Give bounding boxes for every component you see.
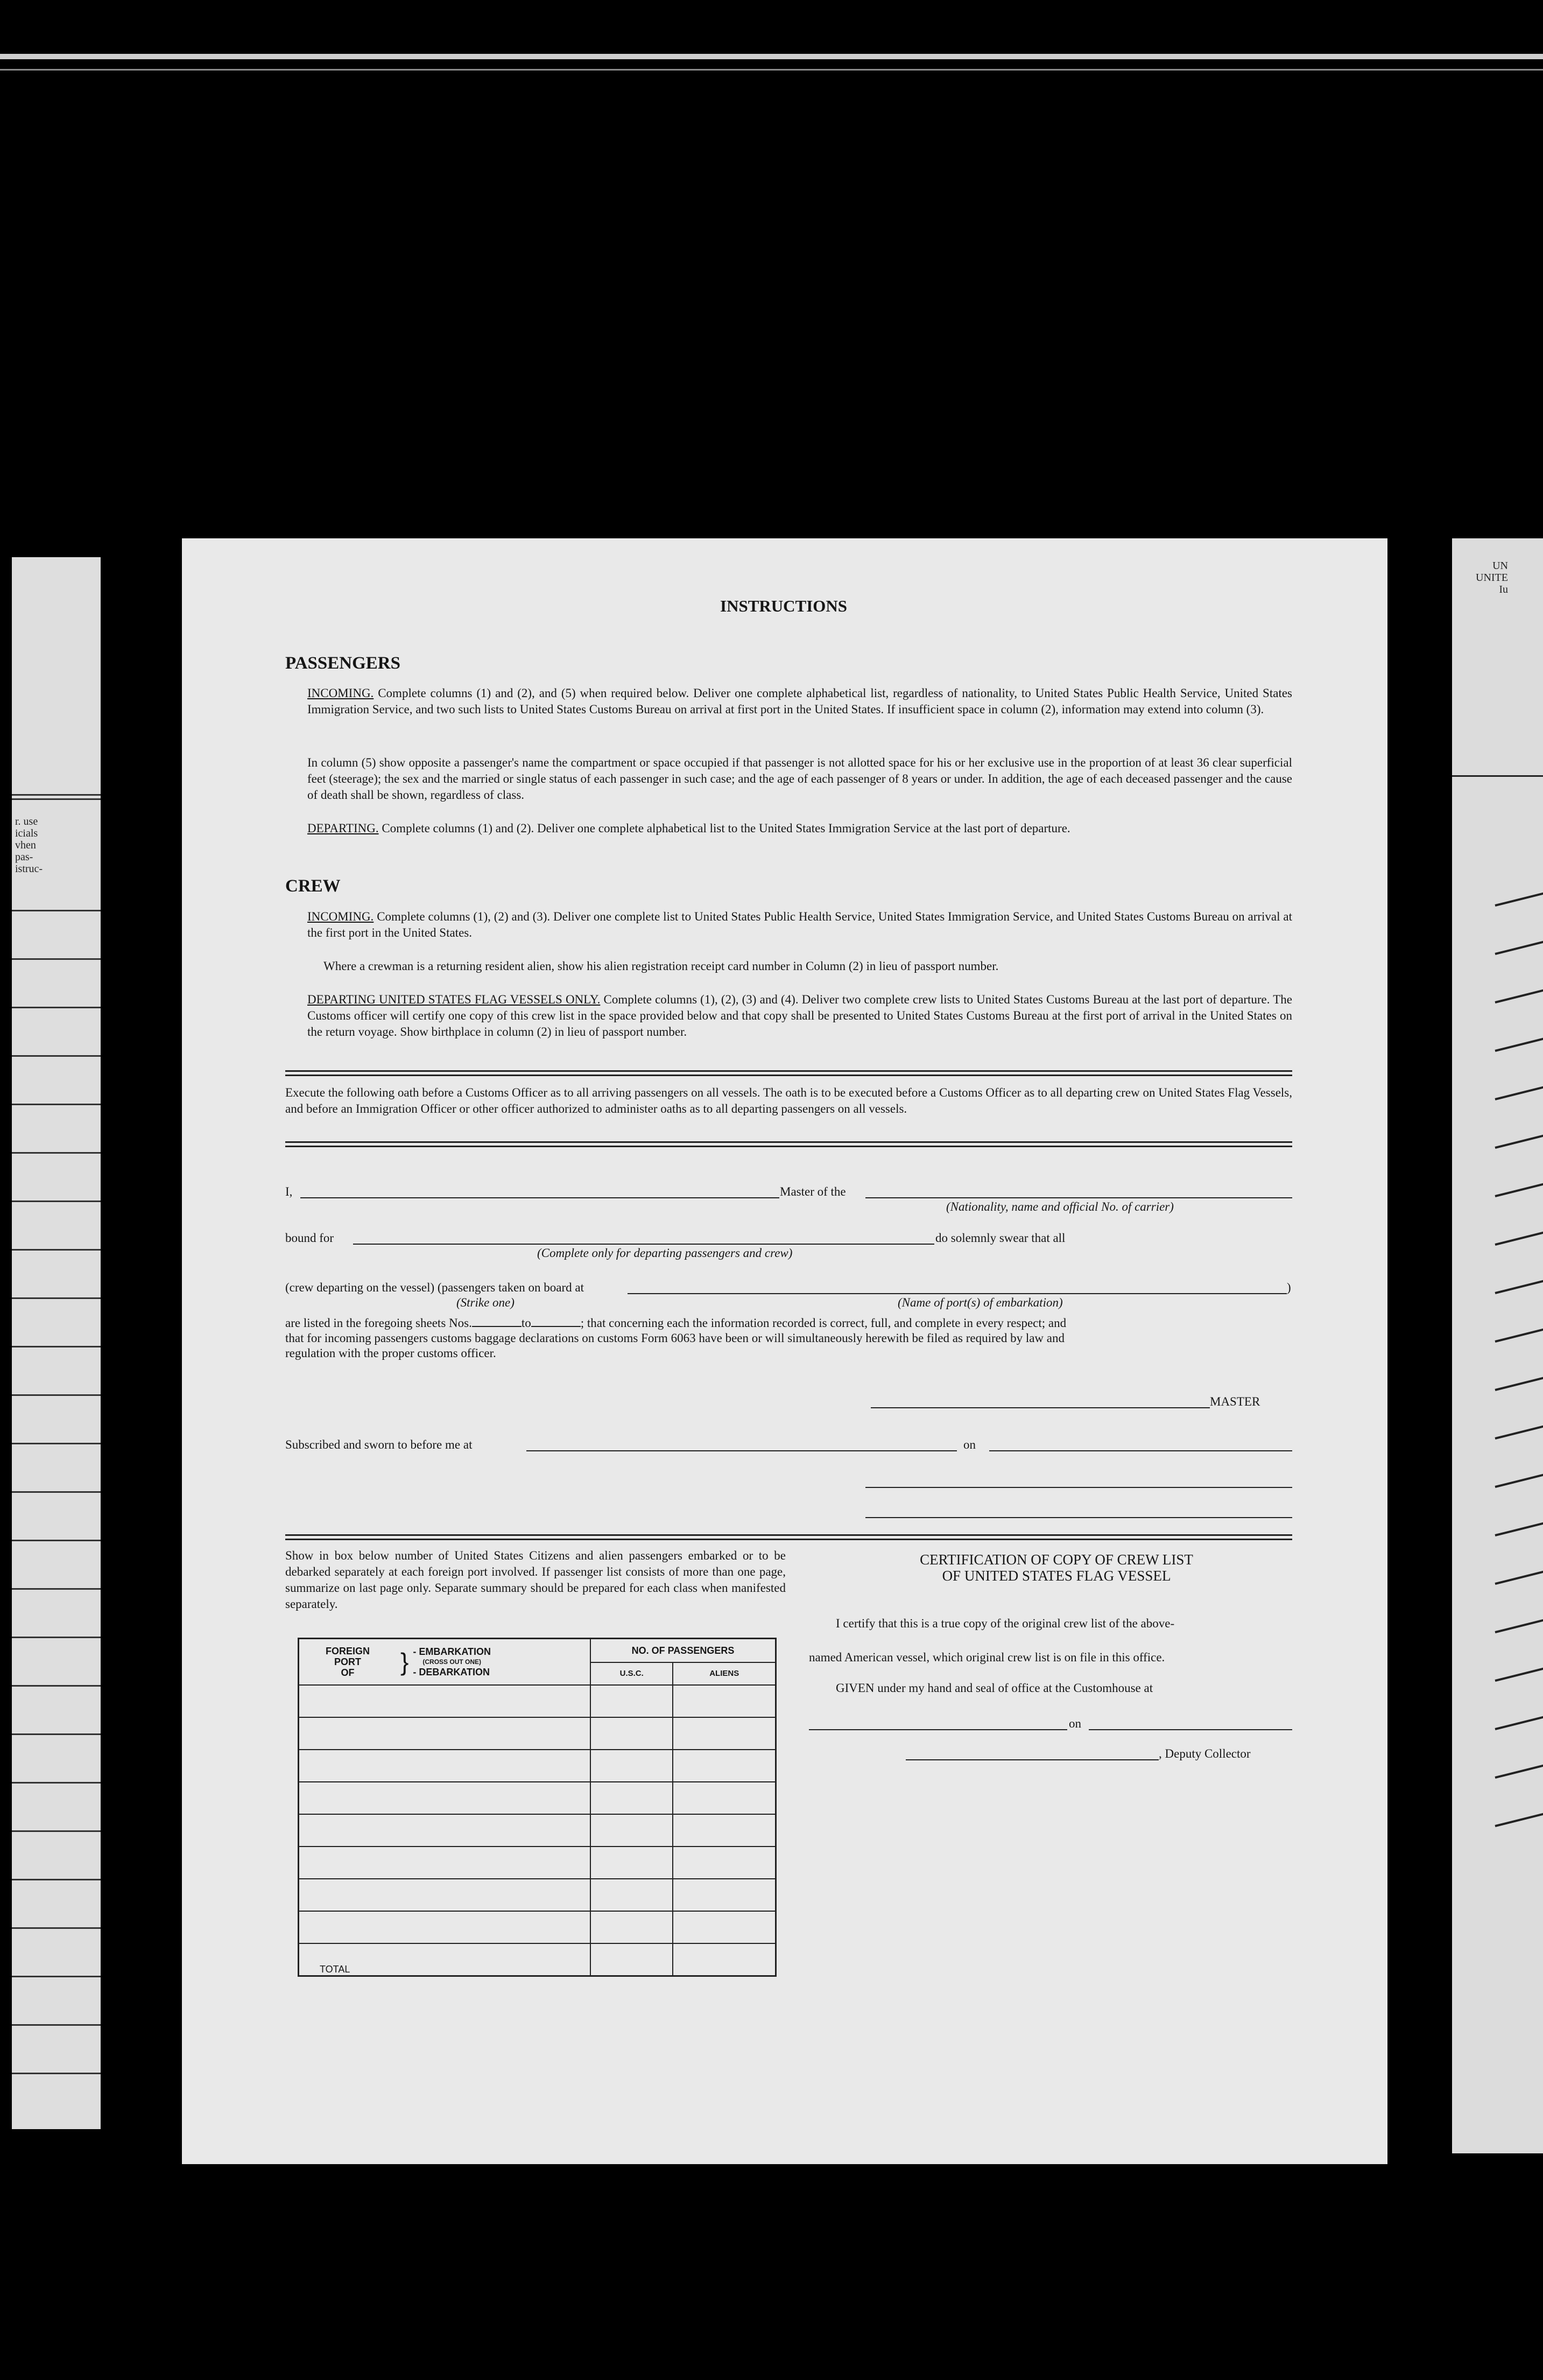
port-line[interactable] bbox=[628, 1293, 1287, 1294]
departing-label: DEPARTING. bbox=[307, 822, 379, 835]
section-divider bbox=[285, 1539, 1292, 1540]
right-edge-rule bbox=[1452, 775, 1543, 777]
passengers-incoming-text: Complete columns (1) and (2), and (5) when required below. Deliver one complete alphabetical list, regardless of nationality, to United States Public Health Service, United States Immigration Service, and two such lists to United States Customs Bureau on arrival at first port in the United States. If insufficient space in column (2), information may extend into column (3). bbox=[307, 686, 1292, 716]
right-edge-rule bbox=[1495, 1223, 1543, 1246]
oath-crew-departing: (crew departing on the vessel) (passengers taken on board at bbox=[285, 1281, 584, 1294]
left-edge-rule bbox=[12, 1879, 101, 1880]
sheet-from-line[interactable] bbox=[472, 1316, 522, 1327]
oath-bound-for: bound for bbox=[285, 1231, 334, 1245]
complete-note: (Complete only for departing passengers and crew) bbox=[537, 1246, 793, 1260]
total-label: TOTAL bbox=[299, 1943, 591, 1976]
crew-incoming-label: INCOMING. bbox=[307, 910, 374, 923]
right-edge-rule bbox=[1495, 1077, 1543, 1100]
right-edge-rule bbox=[1495, 1174, 1543, 1197]
customhouse-line[interactable] bbox=[809, 1729, 1067, 1730]
listed-line-3: regulation with the proper customs officer. bbox=[285, 1346, 496, 1360]
port-cell[interactable] bbox=[299, 1685, 591, 1717]
section-divider bbox=[285, 1534, 1292, 1536]
bound-for-line[interactable] bbox=[353, 1244, 934, 1245]
crew-incoming-text: Complete columns (1), (2) and (3). Deliver one complete list to United States Public Health Service, United States Immigration Service, and United States Customs Bureau on arrival at the first port in the United States. bbox=[307, 910, 1292, 939]
listed-text-b: ; that concerning each the information recorded is correct, full, and complete in every respect; and bbox=[580, 1316, 1067, 1330]
right-edge-rule bbox=[1495, 1319, 1543, 1343]
left-edge-rule bbox=[12, 2024, 101, 2026]
certification-on-label: on bbox=[1069, 1717, 1081, 1730]
left-edge-rule bbox=[12, 1249, 101, 1251]
crew-resident-paragraph: Where a crewman is a returning resident alien, show his alien registration receipt card number in Column (2) in lieu of passport number. bbox=[323, 959, 999, 973]
left-edge-rule bbox=[12, 1685, 101, 1687]
oath-i-label: I, bbox=[285, 1185, 293, 1198]
usc-cell[interactable] bbox=[590, 1879, 673, 1911]
right-edge-rule bbox=[1495, 1707, 1543, 1730]
right-edge-rule bbox=[1495, 932, 1543, 955]
crew-heading: CREW bbox=[285, 876, 341, 896]
header-foreign-port: FOREIGN PORT OF bbox=[325, 1646, 370, 1678]
crew-departing-text: Complete columns (1), (2), (3) and (4). Deliver two complete crew lists to United States Customs Bureau at the last port of departure. The Customs officer will certify one copy of this crew list in the space provided below and that copy shall be presented to United States Customs Bureau at the first port of arrival in the United States on the return voyage. Show birthplace in column (2) in lieu of passport number. bbox=[307, 993, 1292, 1038]
master-name-line[interactable] bbox=[300, 1197, 779, 1198]
nationality-note: (Nationality, name and official No. of carrier) bbox=[946, 1200, 1174, 1213]
passenger-summary-table bbox=[298, 1638, 777, 1977]
left-edge-rule bbox=[12, 1152, 101, 1154]
port-cell[interactable] bbox=[299, 1847, 591, 1879]
table-row bbox=[299, 1717, 776, 1750]
film-top-rule bbox=[0, 54, 1543, 59]
header-cross-out: (CROSS OUT ONE) bbox=[422, 1658, 482, 1666]
sworn-at-line[interactable] bbox=[526, 1450, 957, 1451]
left-edge-rule bbox=[12, 1976, 101, 1977]
usc-cell[interactable] bbox=[590, 1847, 673, 1879]
aliens-cell[interactable] bbox=[673, 1717, 776, 1750]
certification-text-2: named American vessel, which original crew list is on file in this office. bbox=[809, 1651, 1165, 1664]
usc-cell[interactable] bbox=[590, 1911, 673, 1943]
oath-swear: do solemnly swear that all bbox=[935, 1231, 1066, 1245]
aliens-cell[interactable] bbox=[673, 1879, 776, 1911]
adjacent-page-right-edge bbox=[1452, 538, 1543, 2153]
strike-note: (Strike one) bbox=[456, 1296, 515, 1309]
usc-cell[interactable] bbox=[590, 1750, 673, 1782]
left-edge-rule bbox=[12, 1782, 101, 1784]
right-edge-rule bbox=[1495, 1610, 1543, 1633]
listed-line-1 bbox=[285, 1316, 1066, 1331]
right-edge-rule bbox=[1495, 1804, 1543, 1827]
left-edge-rule bbox=[12, 1588, 101, 1590]
passengers-departing-text: Complete columns (1) and (2). Deliver one complete alphabetical list to the United States Immigration Service at the last port of departure. bbox=[378, 822, 1070, 835]
master-signature-line[interactable] bbox=[871, 1407, 1210, 1408]
port-cell[interactable] bbox=[299, 1717, 591, 1750]
subscribed-label: Subscribed and sworn to before me at bbox=[285, 1438, 473, 1451]
usc-cell[interactable] bbox=[590, 1782, 673, 1814]
crew-incoming-paragraph bbox=[307, 909, 1292, 941]
deputy-collector-label: , Deputy Collector bbox=[1159, 1747, 1251, 1760]
left-edge-rule bbox=[12, 1830, 101, 1832]
header-aliens: ALIENS bbox=[673, 1662, 776, 1685]
aliens-cell[interactable] bbox=[673, 1814, 776, 1847]
right-edge-rule bbox=[1495, 980, 1543, 1003]
aliens-cell[interactable] bbox=[673, 1782, 776, 1814]
left-edge-rule bbox=[12, 2073, 101, 2074]
header-embarkation[interactable]: - EMBARKATION bbox=[413, 1646, 491, 1657]
left-edge-rule bbox=[12, 1055, 101, 1057]
port-cell[interactable] bbox=[299, 1814, 591, 1847]
close-paren: ) bbox=[1287, 1281, 1291, 1294]
officer-title-line[interactable] bbox=[865, 1517, 1292, 1518]
port-cell[interactable] bbox=[299, 1911, 591, 1943]
page-title: INSTRUCTIONS bbox=[720, 596, 848, 615]
right-edge-rule bbox=[1495, 1368, 1543, 1391]
right-edge-rule bbox=[1495, 883, 1543, 907]
left-edge-rule bbox=[12, 1491, 101, 1493]
table-row bbox=[299, 1911, 776, 1943]
sheet-to-line[interactable] bbox=[531, 1316, 581, 1327]
table-row bbox=[299, 1847, 776, 1879]
right-edge-fragment: UN UNITE Iu bbox=[1476, 560, 1508, 595]
right-edge-rule bbox=[1495, 1271, 1543, 1294]
left-edge-rule bbox=[12, 910, 101, 911]
table-row bbox=[299, 1750, 776, 1782]
left-edge-rule bbox=[12, 1394, 101, 1396]
right-edge-rule bbox=[1495, 1465, 1543, 1488]
header-debarkation[interactable]: - DEBARKATION bbox=[413, 1666, 490, 1677]
master-label: MASTER bbox=[1210, 1395, 1260, 1408]
port-cell[interactable] bbox=[299, 1750, 591, 1782]
left-edge-rule bbox=[12, 958, 101, 960]
certification-title-1: CERTIFICATION OF COPY OF CREW LIST bbox=[920, 1551, 1193, 1568]
table-row-total bbox=[299, 1943, 776, 1976]
certification-text-1: I certify that this is a true copy of the original crew list of the above- bbox=[836, 1617, 1175, 1630]
left-edge-rule bbox=[12, 1443, 101, 1444]
port-note: (Name of port(s) of embarkation) bbox=[898, 1296, 1063, 1309]
port-cell[interactable] bbox=[299, 1782, 591, 1814]
certification-title-2: OF UNITED STATES FLAG VESSEL bbox=[942, 1568, 1171, 1584]
left-edge-rule bbox=[12, 1927, 101, 1929]
left-edge-rule bbox=[12, 1297, 101, 1299]
left-edge-rule bbox=[12, 1007, 101, 1008]
passengers-column5-paragraph: In column (5) show opposite a passenger's name the compartment or space occupied if that passenger is not allotted space for his or her exclusive use in the proportion of at least 36 clear superficial feet (steerage); the sex and the married or single status of each passenger in such case; and the age of each passenger of 8 years or under. In addition, the age of each deceased passenger and the cause of death shall be shown, regardless of class. bbox=[307, 756, 1292, 802]
table-row bbox=[299, 1879, 776, 1911]
header-no-passengers: NO. OF PASSENGERS bbox=[590, 1639, 776, 1663]
left-edge-rule bbox=[12, 1104, 101, 1105]
left-edge-rule bbox=[12, 1346, 101, 1347]
left-edge-rule bbox=[12, 1200, 101, 1202]
aliens-cell[interactable] bbox=[673, 1847, 776, 1879]
oath-instruction: Execute the following oath before a Customs Officer as to all arriving passengers on all vessels. The oath is to be executed before a Customs Officer as to all departing crew on United States Flag Vessels, and before an Immigration Officer or other officer authorized to administer oaths as to all departing passengers on all vessels. bbox=[285, 1086, 1292, 1115]
port-cell[interactable] bbox=[299, 1879, 591, 1911]
left-edge-rule bbox=[12, 1733, 101, 1735]
header-usc: U.S.C. bbox=[590, 1662, 673, 1685]
deputy-collector-signature-line[interactable] bbox=[906, 1759, 1159, 1760]
section-divider bbox=[285, 1075, 1292, 1076]
section-divider bbox=[285, 1141, 1292, 1143]
passengers-departing-paragraph bbox=[307, 820, 1292, 837]
usc-total-cell[interactable] bbox=[590, 1943, 673, 1976]
usc-cell[interactable] bbox=[590, 1717, 673, 1750]
aliens-total-cell[interactable] bbox=[673, 1943, 776, 1976]
left-edge-rule bbox=[12, 1540, 101, 1541]
right-edge-rule bbox=[1495, 1029, 1543, 1052]
listed-text-a: are listed in the foregoing sheets Nos. bbox=[285, 1316, 472, 1330]
section-divider bbox=[285, 1146, 1292, 1147]
aliens-cell[interactable] bbox=[673, 1685, 776, 1717]
right-edge-rule bbox=[1495, 1513, 1543, 1536]
usc-cell[interactable] bbox=[590, 1685, 673, 1717]
table-header-port bbox=[299, 1639, 591, 1686]
right-edge-rule bbox=[1495, 1416, 1543, 1440]
sworn-date-line[interactable] bbox=[989, 1450, 1292, 1451]
right-edge-rule bbox=[1495, 1126, 1543, 1149]
table-row bbox=[299, 1782, 776, 1814]
passengers-heading: PASSENGERS bbox=[285, 654, 400, 673]
left-edge-rule bbox=[12, 798, 101, 800]
incoming-label: INCOMING. bbox=[307, 686, 374, 700]
aliens-cell[interactable] bbox=[673, 1750, 776, 1782]
certification-date-line[interactable] bbox=[1089, 1729, 1292, 1730]
adjacent-page-left-edge bbox=[12, 557, 101, 2129]
oath-master-of: Master of the bbox=[780, 1185, 846, 1198]
table-row bbox=[299, 1814, 776, 1847]
crew-departing-label: DEPARTING UNITED STATES FLAG VESSELS ONLY. bbox=[307, 993, 601, 1006]
form-page bbox=[182, 538, 1387, 2164]
summary-instruction: Show in box below number of United States Citizens and alien passengers embarked or to be debarked separately at each foreign port involved. If passenger list consists of more than one page, summarize on last page only. Separate summary should be prepared for each class when manifested separately. bbox=[285, 1549, 786, 1611]
aliens-cell[interactable] bbox=[673, 1911, 776, 1943]
left-edge-fragment: r. use icials vhen pas- istruc- bbox=[15, 816, 43, 875]
right-edge-rule bbox=[1495, 1756, 1543, 1779]
left-edge-rule bbox=[12, 1637, 101, 1638]
listed-line-2: that for incoming passengers customs baggage declarations on customs Form 6063 have been or will simultaneously herewith be filed as required by law and bbox=[285, 1331, 1065, 1345]
right-edge-rule bbox=[1495, 1659, 1543, 1682]
usc-cell[interactable] bbox=[590, 1814, 673, 1847]
certification-text-3: GIVEN under my hand and seal of office at the Customhouse at bbox=[836, 1681, 1153, 1695]
passengers-incoming-paragraph bbox=[307, 685, 1292, 718]
right-edge-rule bbox=[1495, 1562, 1543, 1585]
section-divider bbox=[285, 1070, 1292, 1072]
carrier-line[interactable] bbox=[865, 1197, 1292, 1198]
table-row bbox=[299, 1685, 776, 1717]
officer-signature-line[interactable] bbox=[865, 1487, 1292, 1488]
film-top-rule-secondary bbox=[0, 69, 1543, 71]
left-edge-rule bbox=[12, 794, 101, 796]
listed-to: to bbox=[521, 1316, 531, 1330]
sworn-on-label: on bbox=[963, 1438, 976, 1451]
brace-glyph: } bbox=[400, 1648, 409, 1676]
crew-departing-paragraph bbox=[307, 992, 1292, 1040]
